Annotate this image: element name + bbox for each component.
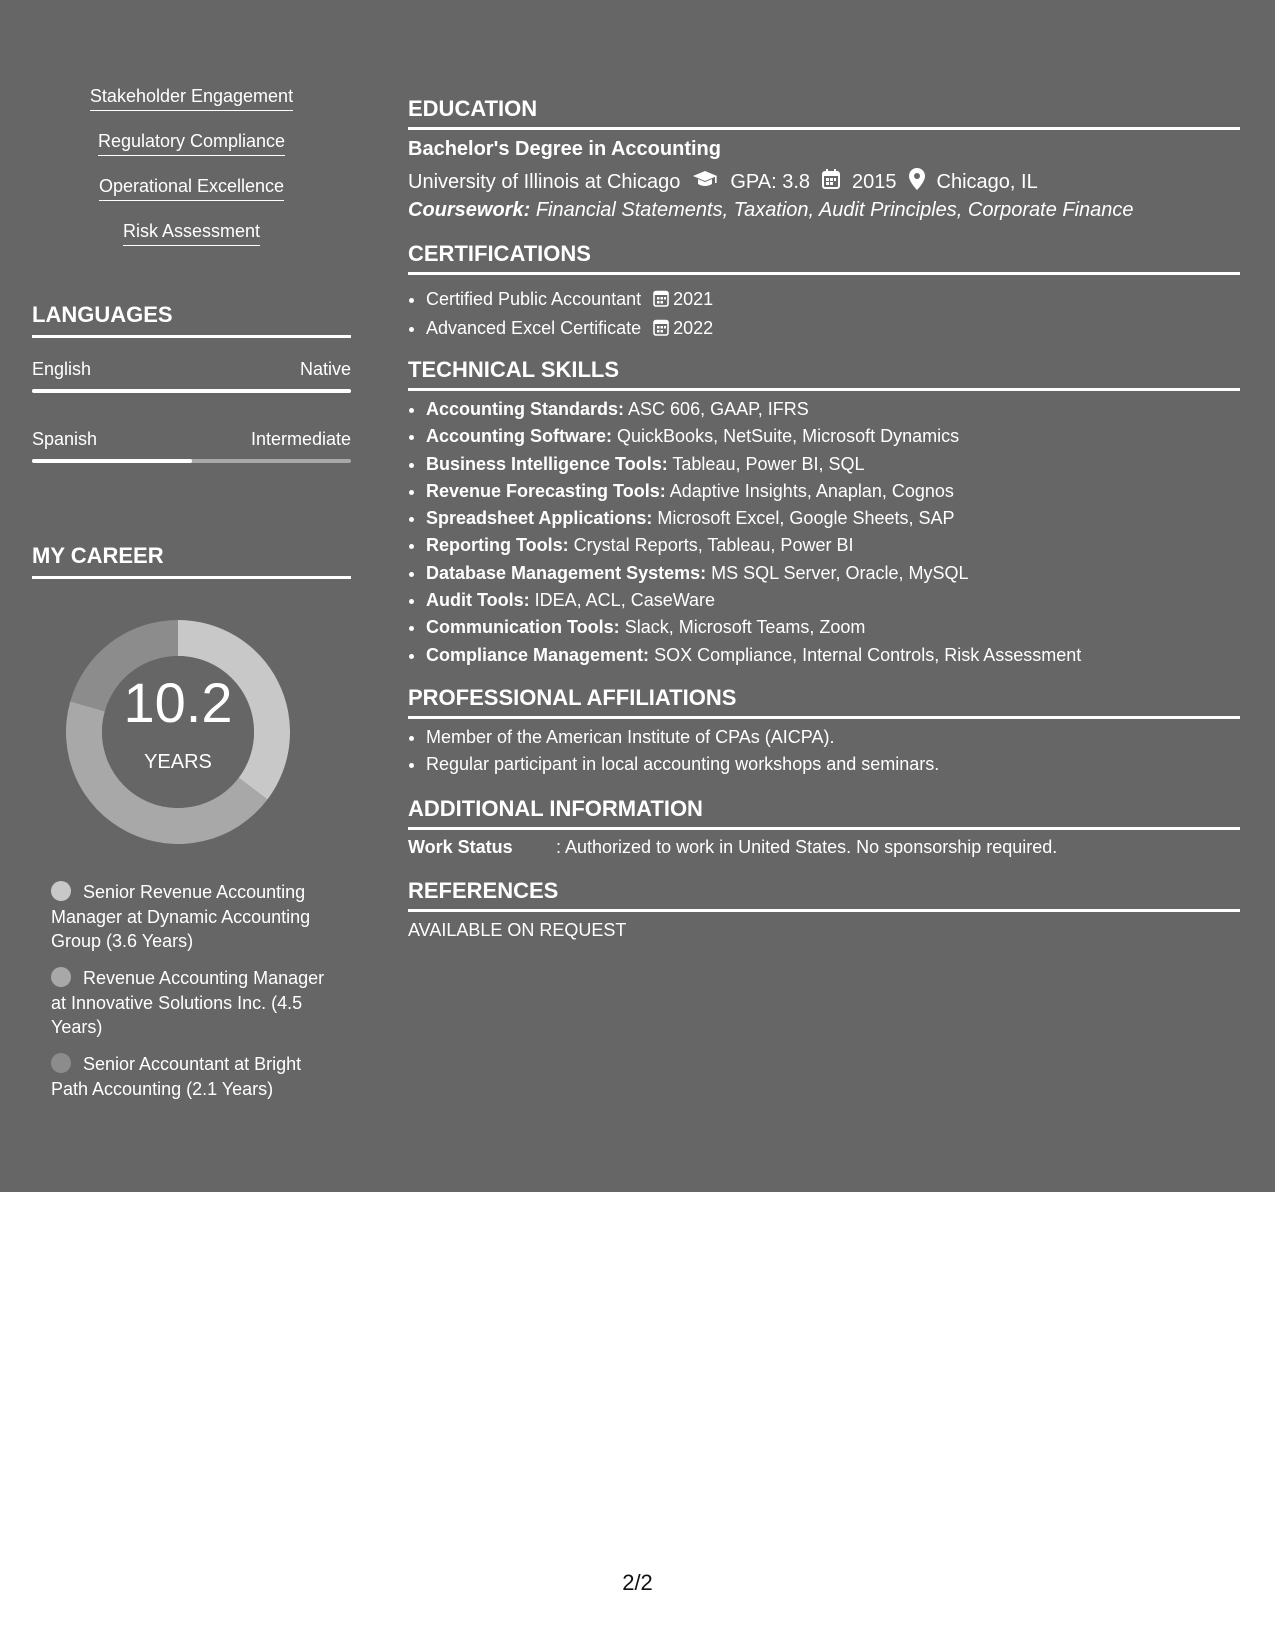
graduation-cap-icon <box>692 169 718 195</box>
certification-year: 2021 <box>673 289 714 309</box>
calendar-icon <box>822 169 840 195</box>
skill-value: Microsoft Excel, Google Sheets, SAP <box>657 508 955 529</box>
technical-skill-item <box>426 451 1081 478</box>
legend-dot <box>51 967 71 987</box>
technical-skill-item <box>426 396 1081 423</box>
education-heading: EDUCATION <box>408 96 1240 130</box>
career-total-years: 10.2 <box>123 671 233 734</box>
language-level: Native <box>299 359 351 379</box>
skill-tag: Risk Assessment <box>123 221 260 246</box>
skill-value: Tableau, Power BI, SQL <box>672 453 865 474</box>
language-bar-fill <box>32 389 351 393</box>
technical-skill-item <box>426 587 1081 614</box>
language-bar <box>32 459 351 463</box>
technical-skill-item <box>426 532 1081 559</box>
skill-value: Slack, Microsoft Teams, Zoom <box>624 617 866 638</box>
skill-value: Adaptive Insights, Anaplan, Cognos <box>669 480 954 501</box>
work-status-value: : Authorized to work in United States. No sponsorship required. <box>556 837 1058 857</box>
additional-info-heading: ADDITIONAL INFORMATION <box>408 796 1240 830</box>
affiliation-item: • Regular participant in local accounting workshops and seminars. <box>426 751 939 778</box>
skill-value: ASC 606, GAAP, IFRS <box>628 399 809 419</box>
skill-value: IDEA, ACL, CaseWare <box>534 590 716 611</box>
certification-name: Advanced Excel Certificate <box>426 318 642 338</box>
career-role <box>51 1052 331 1101</box>
skill-tag: Operational Excellence <box>99 176 284 201</box>
technical-skills-list <box>408 396 1081 669</box>
references-heading: REFERENCES <box>408 878 1240 912</box>
skill-value: SOX Compliance, Internal Controls, Risk Assessment <box>654 644 1082 665</box>
career-role <box>51 880 331 954</box>
graduation-year: 2015 <box>852 170 897 193</box>
career-role-text: Senior Accountant at Bright Path Accounting (2.1 Years) <box>51 1054 302 1099</box>
coursework-label: Coursework: <box>408 199 531 221</box>
technical-skills-heading: TECHNICAL SKILLS <box>408 357 1240 391</box>
calendar-icon <box>653 288 669 315</box>
work-status-row <box>408 837 1057 858</box>
map-pin-icon <box>909 168 925 196</box>
skill-label: Spreadsheet Applications: <box>426 508 653 529</box>
school-name: University of Illinois at Chicago <box>408 170 681 193</box>
legend-dot <box>51 1053 71 1073</box>
career-role-text: Revenue Accounting Manager at Innovative Solutions Inc. (4.5 Years) <box>51 968 325 1037</box>
skill-label: Database Management Systems: <box>426 562 707 583</box>
certifications-heading: CERTIFICATIONS <box>408 241 1240 275</box>
technical-skill-item <box>426 478 1081 505</box>
career-role <box>51 966 331 1040</box>
language-name: Spanish <box>32 429 98 449</box>
gpa: GPA: 3.8 <box>730 170 811 193</box>
skill-label: Communication Tools: <box>426 617 620 638</box>
work-status-label: Work Status <box>408 837 513 857</box>
affiliations-list <box>408 724 939 778</box>
legend-dot <box>51 881 71 901</box>
career-years-label: YEARS <box>144 751 212 773</box>
skill-tag: Stakeholder Engagement <box>90 86 293 111</box>
career-heading: MY CAREER <box>32 543 351 579</box>
technical-skill-item <box>426 642 1081 669</box>
affiliation-item: • Member of the American Institute of CPAs (AICPA). <box>426 724 939 751</box>
skill-value: MS SQL Server, Oracle, MySQL <box>711 562 969 583</box>
skill-label: Business Intelligence Tools: <box>426 453 668 474</box>
languages-heading: LANGUAGES <box>32 302 351 338</box>
degree-title: Bachelor's Degree in Accounting <box>408 138 721 160</box>
skill-label: Reporting Tools: <box>426 535 569 556</box>
skill-value: Crystal Reports, Tableau, Power BI <box>573 535 854 556</box>
skill-label: Audit Tools: <box>426 590 530 611</box>
language-bar <box>32 389 351 393</box>
technical-skill-item <box>426 505 1081 532</box>
certification-item <box>426 286 713 315</box>
skill-label: Revenue Forecasting Tools: <box>426 480 666 501</box>
certification-year: 2022 <box>673 318 714 338</box>
skill-label: Accounting Software: <box>426 426 613 447</box>
certifications-list <box>408 286 713 344</box>
career-donut-chart <box>66 620 290 844</box>
school-location: Chicago, IL <box>936 170 1038 193</box>
certification-name: Certified Public Accountant <box>426 289 642 309</box>
skill-tag: Regulatory Compliance <box>98 131 285 156</box>
coursework <box>408 199 1134 222</box>
language-level: Intermediate <box>250 429 351 449</box>
technical-skill-item <box>426 560 1081 587</box>
technical-skill-item <box>426 423 1081 450</box>
coursework-list: Financial Statements, Taxation, Audit Principles, Corporate Finance <box>535 199 1134 221</box>
language-name: English <box>32 359 92 379</box>
language-bar-fill <box>32 459 192 463</box>
skill-tags <box>32 86 351 266</box>
education-details <box>408 168 1038 196</box>
skill-value: QuickBooks, NetSuite, Microsoft Dynamics <box>617 426 960 447</box>
skill-label: Accounting Standards: <box>426 399 625 419</box>
certification-item <box>426 315 713 344</box>
technical-skill-item <box>426 614 1081 641</box>
references-text: AVAILABLE ON REQUEST <box>408 920 627 940</box>
skill-label: Compliance Management: <box>426 644 650 665</box>
career-role-text: Senior Revenue Accounting Manager at Dynamic Accounting Group (3.6 Years) <box>51 882 311 951</box>
calendar-icon <box>653 317 669 344</box>
affiliations-heading: PROFESSIONAL AFFILIATIONS <box>408 685 1240 719</box>
page-number: 2/2 <box>622 1570 653 1595</box>
